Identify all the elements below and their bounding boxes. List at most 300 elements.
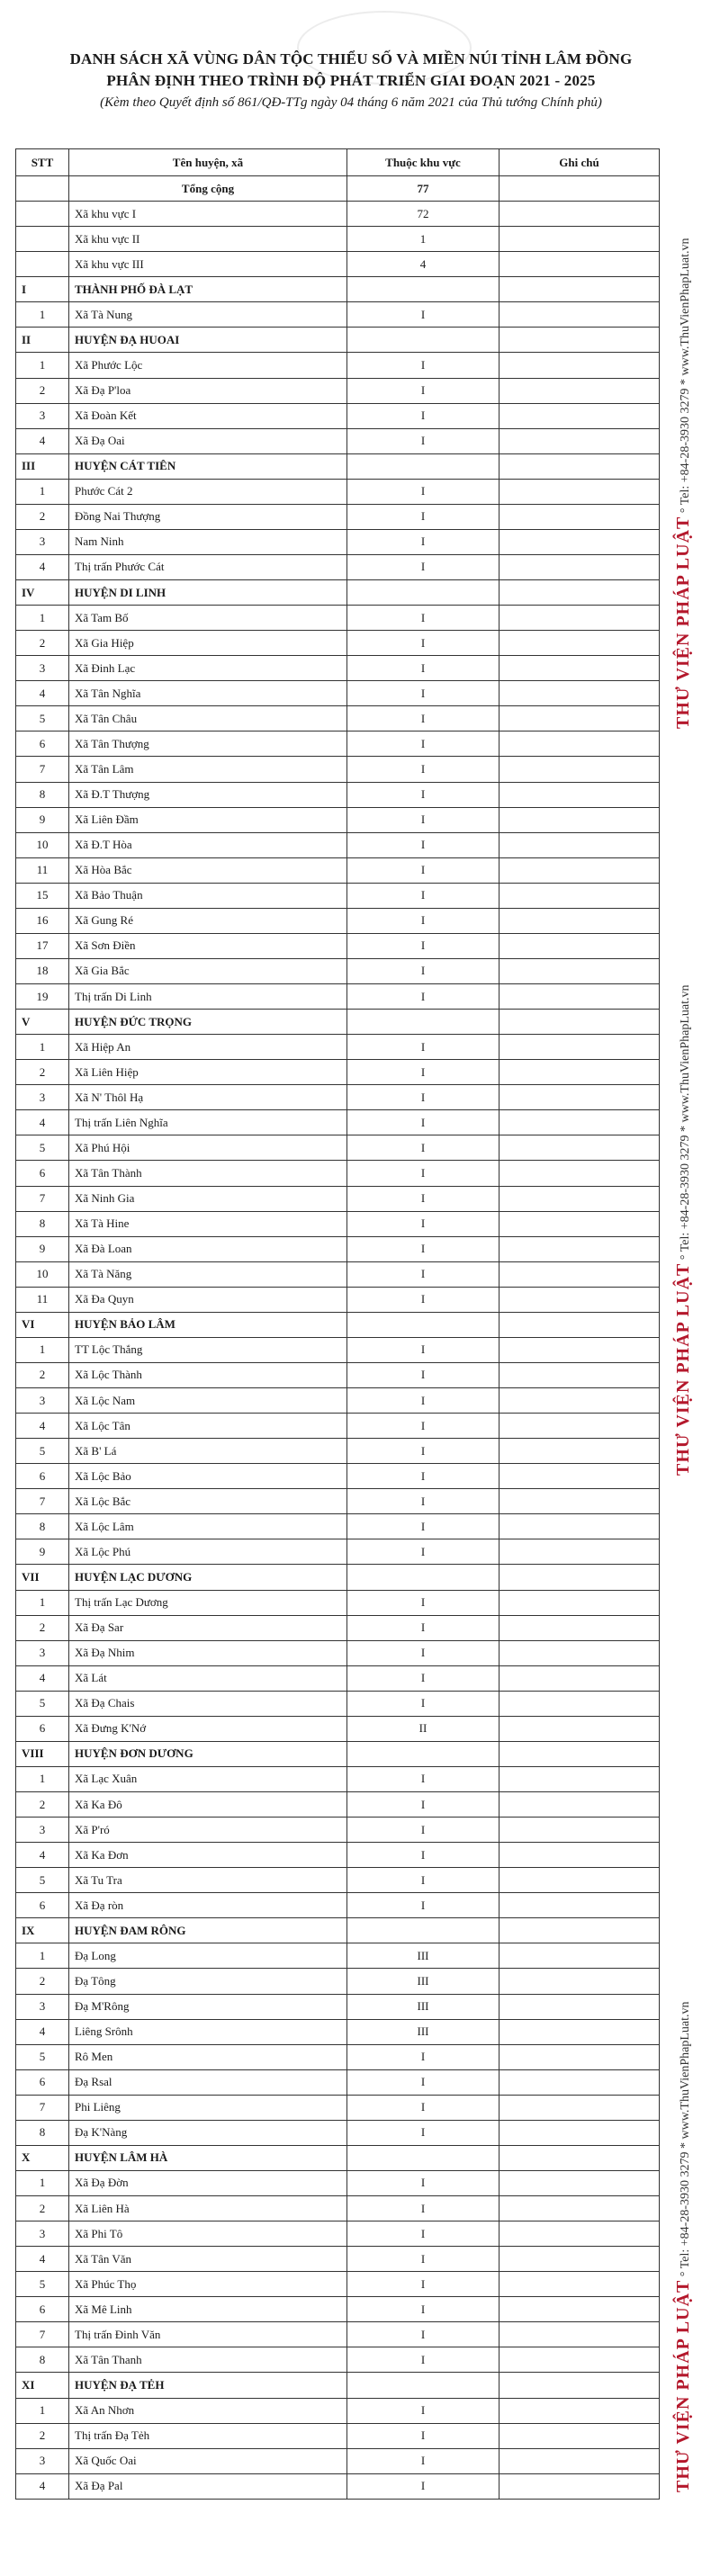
row-name: Xã Phi Tô [69, 2221, 347, 2247]
row-name: Xã Phước Lộc [69, 353, 347, 378]
row-area: II [347, 1716, 500, 1741]
district-row [16, 2373, 660, 2398]
commune-row [16, 2069, 660, 2095]
commune-row [16, 554, 660, 579]
row-stt: 1 [16, 1590, 69, 1615]
commune-row [16, 2473, 660, 2499]
row-stt: 1 [16, 1337, 69, 1362]
row-stt: 4 [16, 1414, 69, 1439]
row-note [500, 2272, 660, 2297]
row-note [500, 2120, 660, 2145]
row-name: Nam Ninh [69, 529, 347, 554]
row-note [500, 580, 660, 606]
row-note [500, 606, 660, 631]
commune-row [16, 1792, 660, 1818]
row-note [500, 1035, 660, 1060]
row-area: III [347, 1943, 500, 1969]
row-note [500, 1464, 660, 1489]
commune-row [16, 857, 660, 883]
row-name: Xã Phú Hội [69, 1135, 347, 1161]
row-name: Xã Bảo Thuận [69, 883, 347, 908]
row-note [500, 1691, 660, 1716]
row-note [500, 2170, 660, 2195]
row-name: Xã P'ró [69, 1818, 347, 1843]
district-name: HUYỆN ĐAM RÔNG [69, 1918, 347, 1943]
row-area: I [347, 706, 500, 732]
row-stt: 3 [16, 1640, 69, 1665]
row-area: I [347, 378, 500, 403]
row-stt: 3 [16, 1085, 69, 1110]
row-area: I [347, 1236, 500, 1261]
commune-row [16, 958, 660, 983]
row-note [500, 328, 660, 353]
row-name: Xã An Nhơn [69, 2398, 347, 2423]
summary-row [16, 227, 660, 252]
commune-row [16, 631, 660, 656]
row-note [500, 1792, 660, 1818]
commune-row [16, 1035, 660, 1060]
row-name: Xã Lát [69, 1665, 347, 1691]
row-name: Xã Tân Nghĩa [69, 681, 347, 706]
row-area [347, 1312, 500, 1337]
row-stt [16, 252, 69, 277]
row-area [347, 2373, 500, 2398]
district-row [16, 1918, 660, 1943]
row-area: 1 [347, 227, 500, 252]
row-note [500, 933, 660, 958]
commune-row [16, 1640, 660, 1665]
row-name: Xã Gung Ré [69, 908, 347, 933]
row-stt: 6 [16, 1716, 69, 1741]
row-area: I [347, 1414, 500, 1439]
commune-row [16, 1615, 660, 1640]
document-reference: (Kèm theo Quyết định số 861/QĐ-TTg ngày 04 tháng 6 năm 2021 của Thủ tướng Chính phủ) [100, 95, 602, 110]
commune-row [16, 2247, 660, 2272]
row-name: Thị trấn Lạc Dương [69, 1590, 347, 1615]
row-name: Xã Lộc Lâm [69, 1514, 347, 1539]
row-area: I [347, 1665, 500, 1691]
row-note [500, 1010, 660, 1035]
district-row [16, 1741, 660, 1766]
row-name: Xã Tân Lâm [69, 757, 347, 782]
row-note [500, 1261, 660, 1287]
commune-row [16, 1110, 660, 1135]
watermark-brand: THƯ VIỆN PHÁP LUẬT [673, 2279, 693, 2492]
total-row [16, 176, 660, 202]
row-note [500, 1211, 660, 1236]
row-note [500, 1766, 660, 1791]
row-note [500, 2019, 660, 2044]
row-name: Xã Đạ Oai [69, 428, 347, 453]
row-stt: 4 [16, 554, 69, 579]
row-note [500, 958, 660, 983]
row-name: Phước Cát 2 [69, 479, 347, 504]
row-stt: 9 [16, 807, 69, 832]
commune-row [16, 403, 660, 428]
district-name: HUYỆN LÂM HÀ [69, 2145, 347, 2170]
commune-row [16, 1994, 660, 2019]
row-stt [16, 202, 69, 227]
row-area: I [347, 1060, 500, 1085]
row-area: I [347, 2069, 500, 2095]
row-name: Xã Tân Châu [69, 706, 347, 732]
row-area: I [347, 1818, 500, 1843]
row-note [500, 2069, 660, 2095]
row-area: I [347, 1439, 500, 1464]
row-area: 4 [347, 252, 500, 277]
row-name: Xã Đ.T Hòa [69, 832, 347, 857]
commune-row [16, 2322, 660, 2347]
commune-row [16, 2423, 660, 2448]
document-subtitle: PHÂN ĐỊNH THEO TRÌNH ĐỘ PHÁT TRIỂN GIAI ĐOẠN 2021 - 2025 [106, 72, 596, 89]
watermark-contact: Tel: +84-28-3930 3279 * www.ThuVienPhapLuat.vn [679, 238, 692, 506]
row-note [500, 2221, 660, 2247]
commune-row [16, 1716, 660, 1741]
row-area: I [347, 2398, 500, 2423]
row-area: I [347, 2196, 500, 2221]
row-note [500, 1868, 660, 1893]
row-area: I [347, 606, 500, 631]
commune-table [15, 148, 660, 2500]
row-name: Phi Liêng [69, 2095, 347, 2120]
row-note [500, 1236, 660, 1261]
row-note [500, 1135, 660, 1161]
row-name: Xã Tân Thanh [69, 2347, 347, 2373]
row-name: Xã Tân Thượng [69, 732, 347, 757]
row-name: Xã Gia Bắc [69, 958, 347, 983]
row-area: I [347, 353, 500, 378]
row-stt: 3 [16, 1388, 69, 1414]
row-area: I [347, 2448, 500, 2473]
commune-row [16, 732, 660, 757]
row-name: Xã Đạ ròn [69, 1893, 347, 1918]
row-stt: 4 [16, 2019, 69, 2044]
row-area: I [347, 1539, 500, 1565]
row-area: I [347, 554, 500, 579]
document-title: DANH SÁCH XÃ VÙNG DÂN TỘC THIỂU SỐ VÀ MIỀN NÚI TỈNH LÂM ĐỒNG [69, 50, 633, 67]
row-area: I [347, 2272, 500, 2297]
row-name: Xã Đạ Sar [69, 1615, 347, 1640]
row-area: III [347, 1969, 500, 1994]
commune-row [16, 2272, 660, 2297]
row-note [500, 656, 660, 681]
row-stt: 7 [16, 2095, 69, 2120]
district-number: VI [16, 1312, 69, 1337]
row-area: I [347, 1110, 500, 1135]
row-name: Xã Đưng K'Nớ [69, 1716, 347, 1741]
row-name: Xã Lộc Bắc [69, 1489, 347, 1514]
row-stt: 5 [16, 2044, 69, 2069]
row-stt: 6 [16, 1161, 69, 1186]
row-note [500, 883, 660, 908]
commune-row [16, 1337, 660, 1362]
row-note [500, 504, 660, 529]
row-name: Thị trấn Liên Nghĩa [69, 1110, 347, 1135]
commune-row [16, 832, 660, 857]
row-area: I [347, 2347, 500, 2373]
row-note [500, 428, 660, 453]
row-note [500, 479, 660, 504]
row-area: I [347, 984, 500, 1010]
row-area: I [347, 1362, 500, 1387]
commune-row [16, 782, 660, 807]
row-area: I [347, 1186, 500, 1211]
row-note [500, 277, 660, 302]
commune-row [16, 1691, 660, 1716]
row-area [347, 1741, 500, 1766]
district-row [16, 2145, 660, 2170]
row-note [500, 252, 660, 277]
row-note [500, 1186, 660, 1211]
row-name: Xã Ninh Gia [69, 1186, 347, 1211]
row-note [500, 176, 660, 202]
commune-row [16, 2297, 660, 2322]
row-name: Xã Lộc Thành [69, 1362, 347, 1387]
row-note [500, 984, 660, 1010]
row-area: III [347, 2019, 500, 2044]
row-stt: 8 [16, 1211, 69, 1236]
row-note [500, 378, 660, 403]
row-name: Đạ Long [69, 1943, 347, 1969]
row-area: I [347, 958, 500, 983]
row-stt: 1 [16, 1035, 69, 1060]
row-stt: 1 [16, 1943, 69, 1969]
commune-row [16, 1868, 660, 1893]
row-name: Xã Lộc Bảo [69, 1464, 347, 1489]
row-area: I [347, 1691, 500, 1716]
row-name: Rô Men [69, 2044, 347, 2069]
summary-row [16, 252, 660, 277]
row-name: Xã Đoàn Kết [69, 403, 347, 428]
row-stt: 2 [16, 2196, 69, 2221]
row-note [500, 1665, 660, 1691]
watermark-brand: THƯ VIỆN PHÁP LUẬT [673, 1262, 693, 1476]
commune-row [16, 529, 660, 554]
row-note [500, 2423, 660, 2448]
district-number: XI [16, 2373, 69, 2398]
row-note [500, 1716, 660, 1741]
row-stt: 15 [16, 883, 69, 908]
row-area: I [347, 933, 500, 958]
row-stt: 5 [16, 1135, 69, 1161]
row-note [500, 2448, 660, 2473]
commune-row [16, 1085, 660, 1110]
row-note [500, 1640, 660, 1665]
district-name: HUYỆN ĐẠ TẺH [69, 2373, 347, 2398]
row-area: I [347, 1261, 500, 1287]
row-name: Thị trấn Đinh Văn [69, 2322, 347, 2347]
commune-row [16, 1514, 660, 1539]
row-stt: 2 [16, 504, 69, 529]
row-note [500, 1741, 660, 1766]
row-area [347, 1565, 500, 1590]
row-note [500, 1085, 660, 1110]
row-area: I [347, 1514, 500, 1539]
row-name: Xã Đinh Lạc [69, 656, 347, 681]
commune-row [16, 706, 660, 732]
row-area: I [347, 1843, 500, 1868]
row-note [500, 757, 660, 782]
row-area: I [347, 2473, 500, 2499]
commune-row [16, 2019, 660, 2044]
commune-row [16, 1893, 660, 1918]
row-name: Liêng Srônh [69, 2019, 347, 2044]
row-stt: 7 [16, 2322, 69, 2347]
district-name: HUYỆN LẠC DƯƠNG [69, 1565, 347, 1590]
district-name: HUYỆN ĐẠ HUOAI [69, 328, 347, 353]
watermark-strip: THƯ VIỆN PHÁP LUẬT ° Tel: +84-28-3930 3279 * www.ThuVienPhapLuat.vn [673, 238, 693, 729]
row-name: Xã N' Thôl Hạ [69, 1085, 347, 1110]
row-area: I [347, 1489, 500, 1514]
row-stt: 3 [16, 2221, 69, 2247]
row-note [500, 1843, 660, 1868]
commune-row [16, 2448, 660, 2473]
row-area: I [347, 2297, 500, 2322]
commune-row [16, 428, 660, 453]
row-note [500, 2473, 660, 2499]
row-area [347, 453, 500, 479]
row-name: Xã Mê Linh [69, 2297, 347, 2322]
row-name: Xã Phúc Thọ [69, 2272, 347, 2297]
row-name: Xã Đạ Nhim [69, 1640, 347, 1665]
row-name: Xã Liên Đầm [69, 807, 347, 832]
row-stt [16, 227, 69, 252]
commune-row [16, 1439, 660, 1464]
row-note [500, 832, 660, 857]
row-stt: 1 [16, 606, 69, 631]
commune-row [16, 1665, 660, 1691]
row-note [500, 2095, 660, 2120]
row-note [500, 1161, 660, 1186]
row-note [500, 1489, 660, 1514]
district-name: HUYỆN ĐỨC TRỌNG [69, 1010, 347, 1035]
commune-row [16, 1590, 660, 1615]
district-row [16, 1312, 660, 1337]
row-name: Xã Đạ Chais [69, 1691, 347, 1716]
header-note: Ghi chú [500, 149, 660, 176]
row-name: Xã Hòa Bắc [69, 857, 347, 883]
row-note [500, 857, 660, 883]
row-area: I [347, 302, 500, 328]
row-note [500, 2044, 660, 2069]
commune-row [16, 656, 660, 681]
row-name: Xã Tà Nung [69, 302, 347, 328]
row-name: Đạ Rsal [69, 2069, 347, 2095]
row-note [500, 1893, 660, 1918]
row-area: I [347, 1035, 500, 1060]
district-number: X [16, 2145, 69, 2170]
row-area: I [347, 1161, 500, 1186]
row-note [500, 1312, 660, 1337]
row-area [347, 277, 500, 302]
row-note [500, 1615, 660, 1640]
commune-row [16, 1464, 660, 1489]
row-stt: 7 [16, 1489, 69, 1514]
row-stt: 17 [16, 933, 69, 958]
district-row [16, 1565, 660, 1590]
row-name: Xã khu vực II [69, 227, 347, 252]
header-area: Thuộc khu vực [347, 149, 500, 176]
row-stt: 1 [16, 2398, 69, 2423]
row-area: I [347, 529, 500, 554]
row-stt: 9 [16, 1539, 69, 1565]
commune-row [16, 2347, 660, 2373]
district-number: IX [16, 1918, 69, 1943]
row-area: I [347, 1766, 500, 1791]
commune-row [16, 1388, 660, 1414]
row-note [500, 1414, 660, 1439]
row-note [500, 732, 660, 757]
commune-row [16, 883, 660, 908]
row-stt: 2 [16, 2423, 69, 2448]
commune-row [16, 1362, 660, 1387]
row-note [500, 1110, 660, 1135]
row-note [500, 1337, 660, 1362]
row-stt: 7 [16, 757, 69, 782]
row-name: TT Lộc Thắng [69, 1337, 347, 1362]
row-area: I [347, 757, 500, 782]
row-stt: 2 [16, 378, 69, 403]
row-note [500, 227, 660, 252]
row-area [347, 1010, 500, 1035]
watermark-strip: THƯ VIỆN PHÁP LUẬT ° Tel: +84-28-3930 3279 * www.ThuVienPhapLuat.vn [673, 984, 693, 1476]
commune-row [16, 2221, 660, 2247]
row-name: Xã Liên Hà [69, 2196, 347, 2221]
row-note [500, 2145, 660, 2170]
row-area: I [347, 732, 500, 757]
row-note [500, 2322, 660, 2347]
district-number: I [16, 277, 69, 302]
district-name: HUYỆN ĐƠN DƯƠNG [69, 1741, 347, 1766]
commune-row [16, 1969, 660, 1994]
row-name: Đạ Tông [69, 1969, 347, 1994]
commune-row [16, 2120, 660, 2145]
district-row [16, 1010, 660, 1035]
commune-row [16, 1261, 660, 1287]
row-name: Xã Sơn Điền [69, 933, 347, 958]
row-stt: 3 [16, 529, 69, 554]
row-note [500, 554, 660, 579]
row-area: I [347, 857, 500, 883]
commune-row [16, 302, 660, 328]
row-stt: 6 [16, 2069, 69, 2095]
table-body [16, 176, 660, 2500]
commune-row [16, 984, 660, 1010]
row-note [500, 2247, 660, 2272]
row-area: I [347, 1590, 500, 1615]
row-area: I [347, 2322, 500, 2347]
row-stt: 6 [16, 1893, 69, 1918]
row-stt: 5 [16, 1439, 69, 1464]
row-area: I [347, 1640, 500, 1665]
row-stt: 2 [16, 631, 69, 656]
district-number: VIII [16, 1741, 69, 1766]
commune-row [16, 2095, 660, 2120]
row-area: I [347, 2247, 500, 2272]
commune-row [16, 1843, 660, 1868]
row-stt: 6 [16, 1464, 69, 1489]
row-area: I [347, 1893, 500, 1918]
row-stt: 4 [16, 1843, 69, 1868]
row-note [500, 2297, 660, 2322]
row-note [500, 1287, 660, 1312]
row-note [500, 807, 660, 832]
row-area: I [347, 479, 500, 504]
row-area [347, 328, 500, 353]
district-number: IV [16, 580, 69, 606]
row-area: I [347, 807, 500, 832]
row-note [500, 2398, 660, 2423]
